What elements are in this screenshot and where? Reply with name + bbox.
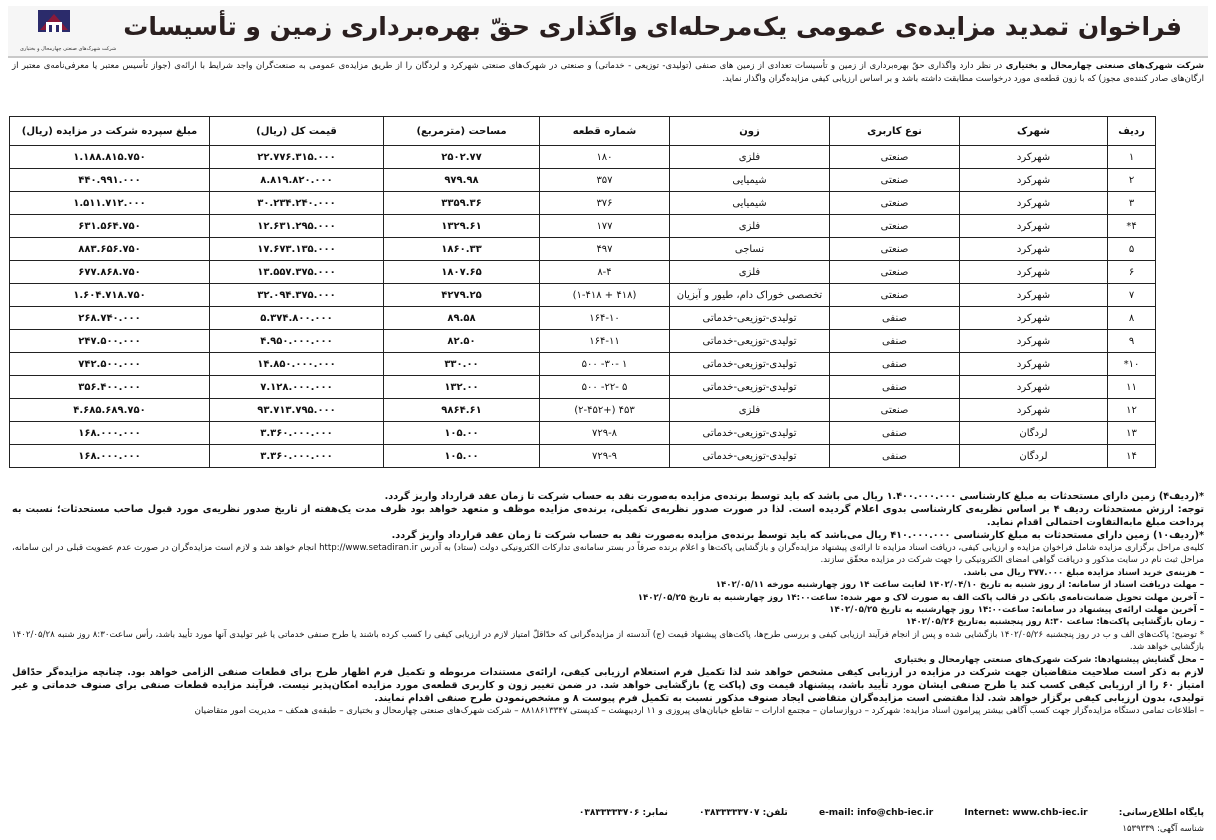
cell-parcel-number: ۷۲۹-۸ bbox=[540, 422, 670, 445]
col-header-total-price: قیمت کل (ریال) bbox=[210, 117, 384, 146]
note-attention: توجه: ارزش مستحدثات ردیف ۴ بر اساس نظریه‌ی کارشناسی بدوی اعلام گردیده است. لذا در صورت صدور نظریه‌ی تکمیلی، برنده‌ی مزایده موظف و متعهد خواهد بود ظرف مدت یک‌هفته از تاریخ صدور نظریه‌ی مورد قبول صاحب مستحدثات؛ نسبت به پرداخت مبلغ مابه‌التفاوت احتمالی اقدام نماید. bbox=[12, 504, 1204, 528]
cell-total-price: ۴.۹۵۰.۰۰۰.۰۰۰ bbox=[210, 330, 384, 353]
cell-town: شهرکرد bbox=[960, 284, 1108, 307]
cell-parcel-number: ۳۷۶ bbox=[540, 192, 670, 215]
cell-row-number: ۱ bbox=[1108, 146, 1156, 169]
cell-deposit: ۶۳۱.۵۶۴.۷۵۰ bbox=[10, 215, 210, 238]
cell-total-price: ۳.۳۶۰.۰۰۰.۰۰۰ bbox=[210, 422, 384, 445]
cell-zone: فلزی bbox=[670, 399, 830, 422]
cell-zone: شیمیایی bbox=[670, 192, 830, 215]
table-row bbox=[10, 169, 1156, 192]
cell-total-price: ۸.۸۱۹.۸۲۰.۰۰۰ bbox=[210, 169, 384, 192]
cell-zone: شیمیایی bbox=[670, 169, 830, 192]
note-document-fee: – هزینه‌ی خرید اسناد مزایده مبلغ ۳۷۷.۰۰۰ ریال می باشد. bbox=[963, 567, 1204, 578]
cell-total-price: ۳۲.۰۹۴.۳۷۵.۰۰۰ bbox=[210, 284, 384, 307]
cell-row-number: ۱۲ bbox=[1108, 399, 1156, 422]
table-row bbox=[10, 284, 1156, 307]
cell-usage: صنفی bbox=[830, 422, 960, 445]
cell-parcel-number: ۱۶۴-۱۱ bbox=[540, 330, 670, 353]
cell-deposit: ۳۵۶.۴۰۰.۰۰۰ bbox=[10, 376, 210, 399]
col-header-town: شهرک bbox=[960, 117, 1108, 146]
cell-usage: صنعتی bbox=[830, 399, 960, 422]
cell-deposit: ۱.۶۰۴.۷۱۸.۷۵۰ bbox=[10, 284, 210, 307]
cell-area: ۱۸۶۰.۳۳ bbox=[384, 238, 540, 261]
cell-usage: صنعتی bbox=[830, 169, 960, 192]
note-qualification: لازم به ذکر است صلاحیت متقاضیان جهت شرکت در مزایده در ارزیابی کیفی مشخص خواهد شد لذا تکمیل فرم استعلام ارزیابی کیفی، ارائه‌ی مستندات مربوطه و تکمیل فرم اظهار طرح برای قطعات صنفی الزامی خواهد بود. چنانچه مزایده‌گر حدّاقل امتیاز ۶۰ را از ارزیابی کیفی کسب کند یا طرح صنفی ایشان مورد تأیید باشد، پیشنهاد قیمت وی (پاکت ج) بازگشایی خواهد شد. در ضمن تغییر زون و کاربری قطعه‌ی مورد مزایده امکان‌پذیر نیست. فرآیند مزایده قطعات صنفی برای صنوف خدماتی و غیر تولیدی، بدون ارزیابی کیفی برگزار خواهد شد. لذا مقتضی است مزایده‌گران متقاضی ایجاد صنوف مذکور نسبت به تکمیل فرم پیوست ۸ و مشخص‌نمودن طرح صنفی اقدام نمایند. bbox=[12, 667, 1204, 705]
col-header-usage: نوع کاربری bbox=[830, 117, 960, 146]
cell-town: شهرکرد bbox=[960, 353, 1108, 376]
cell-parcel-number: ۱۷۷ bbox=[540, 215, 670, 238]
cell-total-price: ۳۰.۲۳۴.۲۴۰.۰۰۰ bbox=[210, 192, 384, 215]
note-row4: *(ردیف۴) زمین دارای مستحدثات به مبلغ کارشناسی ۱.۴۰۰.۰۰۰.۰۰۰ ریال می باشد که باید توسط برنده‌ی مزایده به‌صورت نقد به حساب شرکت تا زمان عقد قرارداد واریز گردد. bbox=[384, 491, 1204, 502]
cell-row-number: ۹ bbox=[1108, 330, 1156, 353]
cell-total-price: ۱۳.۵۵۷.۳۷۵.۰۰۰ bbox=[210, 261, 384, 284]
table-row bbox=[10, 192, 1156, 215]
cell-row-number: ۱۰* bbox=[1108, 353, 1156, 376]
contact-label: پایگاه اطلاع‌رسانی: bbox=[1118, 808, 1204, 818]
cell-area: ۱۸۰۷.۶۵ bbox=[384, 261, 540, 284]
intro-paragraph bbox=[12, 60, 1204, 86]
cell-parcel-number: ۸-۴ bbox=[540, 261, 670, 284]
cell-town: لردگان bbox=[960, 422, 1108, 445]
cell-row-number: ۳ bbox=[1108, 192, 1156, 215]
cell-total-price: ۹۳.۷۱۳.۷۹۵.۰۰۰ bbox=[210, 399, 384, 422]
col-header-row-number: ردیف bbox=[1108, 117, 1156, 146]
cell-usage: صنعتی bbox=[830, 284, 960, 307]
cell-total-price: ۳.۳۶۰.۰۰۰.۰۰۰ bbox=[210, 445, 384, 468]
table-row bbox=[10, 307, 1156, 330]
table-row bbox=[10, 261, 1156, 284]
cell-total-price: ۵.۳۷۴.۸۰۰.۰۰۰ bbox=[210, 307, 384, 330]
cell-usage: صنعتی bbox=[830, 192, 960, 215]
note-explanation: * توضیح: پاکت‌های الف و ب در روز پنجشنبه ۱۴۰۲/۰۵/۲۶ بازگشایی شده و پس از انجام فرآیند ارزیابی کیفی و بررسی طرح‌ها، پاکت‌های پیشنهاد قیمت (ج) آندسته از مزایده‌گرانی که حدّاقلّ امتیاز لازم در ارزیابی کیفی را کسب کرده باشند یا طرح صنفی خدماتی یا غیر تولیدی آنها مورد تأیید باشد، رأس ساعت۸:۳۰ روز شنبه ۱۴۰۲/۰۵/۲۸ بازگشایی خواهد شد. bbox=[12, 629, 1204, 653]
cell-deposit: ۴.۶۸۵.۶۸۹.۷۵۰ bbox=[10, 399, 210, 422]
contact-bar bbox=[12, 808, 1204, 818]
cell-deposit: ۷۴۲.۵۰۰.۰۰۰ bbox=[10, 353, 210, 376]
contact-email[interactable]: e-mail: info@chb-iec.ir bbox=[818, 808, 934, 818]
note-opening-place: – محل گشایش پیشنهادها: شرکت شهرک‌های صنعتی چهارمحال و بختیاری bbox=[894, 654, 1204, 665]
cell-parcel-number: ۵ -۲۲- ۵۰۰ bbox=[540, 376, 670, 399]
cell-town: شهرکرد bbox=[960, 330, 1108, 353]
logo-caption: شرکت شهرک‌های صنعتی چهارمحال و بختیاری bbox=[20, 46, 117, 52]
cell-usage: صنعتی bbox=[830, 215, 960, 238]
cell-deposit: ۱.۵۱۱.۷۱۲.۰۰۰ bbox=[10, 192, 210, 215]
cell-area: ۲۵۰۲.۷۷ bbox=[384, 146, 540, 169]
col-header-zone: زون bbox=[670, 117, 830, 146]
table-header-row bbox=[10, 117, 1156, 146]
cell-parcel-number: ۱ -۳۰- ۵۰۰ bbox=[540, 353, 670, 376]
cell-usage: صنفی bbox=[830, 353, 960, 376]
contact-fax: نمابر: ۰۳۸۳۳۳۳۳۷۰۶ bbox=[578, 808, 668, 818]
cell-row-number: ۱۳ bbox=[1108, 422, 1156, 445]
cell-usage: صنفی bbox=[830, 445, 960, 468]
table-body bbox=[10, 146, 1156, 468]
cell-area: ۱۰۵.۰۰ bbox=[384, 445, 540, 468]
contact-website[interactable]: Internet: www.chb-iec.ir bbox=[964, 808, 1088, 818]
cell-town: شهرکرد bbox=[960, 238, 1108, 261]
cell-deposit: ۲۶۸.۷۴۰.۰۰۰ bbox=[10, 307, 210, 330]
cell-area: ۹۸۶۴.۶۱ bbox=[384, 399, 540, 422]
cell-zone: تولیدی-توزیعی-خدماتی bbox=[670, 307, 830, 330]
cell-usage: صنعتی bbox=[830, 146, 960, 169]
note-address: – اطلاعات تمامی دستگاه مزایده‌گزار جهت کسب آگاهی بیشتر پیرامون اسناد مزایده: شهرکرد – دروازسامان – مجتمع ادارات – تقاطع خیابان‌های پیروزی و ۱۱ اردیبهشت – کدپستی ۸۸۱۸۶۱۳۳۴۷ – شرکت شهرک‌های صنعتی چهارمحال و بختیاری – طبقه‌ی همکف – مدیریت امور متقاضیان bbox=[194, 706, 1204, 717]
cell-parcel-number: ۱۸۰ bbox=[540, 146, 670, 169]
cell-row-number: ۷ bbox=[1108, 284, 1156, 307]
cell-deposit: ۶۷۷.۸۶۸.۷۵۰ bbox=[10, 261, 210, 284]
notice-title: فراخوان تمدید مزایده‌ی عمومی یک‌مرحله‌ای واگذاری حقّ بهره‌برداری زمین و تأسیسات bbox=[123, 12, 1182, 41]
cell-deposit: ۱۶۸.۰۰۰.۰۰۰ bbox=[10, 422, 210, 445]
cell-total-price: ۱۷.۶۷۳.۱۳۵.۰۰۰ bbox=[210, 238, 384, 261]
cell-area: ۱۳۲.۰۰ bbox=[384, 376, 540, 399]
cell-zone: تولیدی-توزیعی-خدماتی bbox=[670, 353, 830, 376]
contact-phone: تلفن: ۰۳۸۳۳۳۳۳۷۰۷ bbox=[699, 808, 788, 818]
cell-zone: نساجی bbox=[670, 238, 830, 261]
table-row bbox=[10, 353, 1156, 376]
organization-name: شرکت شهرک‌های صنعتی چهارمحال و بختیاری bbox=[1005, 61, 1205, 71]
cell-total-price: ۱۲.۶۳۱.۲۹۵.۰۰۰ bbox=[210, 215, 384, 238]
cell-row-number: ۸ bbox=[1108, 307, 1156, 330]
cell-town: شهرکرد bbox=[960, 192, 1108, 215]
cell-town: شهرکرد bbox=[960, 399, 1108, 422]
cell-total-price: ۷.۱۲۸.۰۰۰.۰۰۰ bbox=[210, 376, 384, 399]
cell-area: ۱۳۲۹.۶۱ bbox=[384, 215, 540, 238]
logo-emblem-icon bbox=[20, 8, 88, 46]
note-offer-deadline: – آخرین مهلت ارائه‌ی پیشنهاد در سامانه: ساعت۱۴:۰۰ روز چهارشنبه به تاریخ ۱۴۰۲/۰۵/۲۵ bbox=[829, 605, 1204, 616]
col-header-area: مساحت (مترمربع) bbox=[384, 117, 540, 146]
cell-usage: صنفی bbox=[830, 307, 960, 330]
cell-zone: تولیدی-توزیعی-خدماتی bbox=[670, 376, 830, 399]
cell-row-number: ۶ bbox=[1108, 261, 1156, 284]
table-row bbox=[10, 146, 1156, 169]
parcels-table bbox=[9, 116, 1156, 468]
cell-usage: صنعتی bbox=[830, 238, 960, 261]
cell-town: لردگان bbox=[960, 445, 1108, 468]
organization-logo bbox=[20, 8, 117, 54]
note-document-deadline: – مهلت دریافت اسناد از سامانه: از روز شنبه به تاریخ ۱۴۰۲/۰۴/۱۰ لغایت ساعت ۱۴ روز چهارشنبه مورخه ۱۴۰۲/۰۵/۱۱ bbox=[715, 580, 1204, 591]
notes-section bbox=[12, 490, 1204, 717]
cell-zone: فلزی bbox=[670, 146, 830, 169]
cell-town: شهرکرد bbox=[960, 169, 1108, 192]
col-header-deposit: مبلغ سپرده شرکت در مزایده (ریال) bbox=[10, 117, 210, 146]
cell-deposit: ۲۴۷.۵۰۰.۰۰۰ bbox=[10, 330, 210, 353]
cell-row-number: ۱۱ bbox=[1108, 376, 1156, 399]
cell-town: شهرکرد bbox=[960, 307, 1108, 330]
cell-usage: صنفی bbox=[830, 330, 960, 353]
table-row bbox=[10, 445, 1156, 468]
header-banner bbox=[8, 6, 1208, 58]
table-row bbox=[10, 238, 1156, 261]
note-opening-time: – زمان بازگشایی پاکت‌ها: ساعت ۸:۳۰ روز پنجشنبه به‌تاریخ ۱۴۰۲/۰۵/۲۶ bbox=[905, 617, 1204, 628]
table-row bbox=[10, 399, 1156, 422]
cell-area: ۸۲.۵۰ bbox=[384, 330, 540, 353]
cell-town: شهرکرد bbox=[960, 261, 1108, 284]
note-procedure: کلیه‌ی مراحل برگزاری مزایده شامل فراخوان مزایده و ارزیابی کیفی، دریافت اسناد مزایده تا ارائه‌ی پیشنهاد مزایده‌گران و بازگشایی پاکت‌ها و اعلام برنده صرفاً در بستر سامانه‌ی تدارکات الکترونیکی دولت (ستاد) به آدرس http://www.setadiran.ir انجام خواهد شد و لازم است مزایده‌گران در صورت عدم عضویت قبلی در این سامانه، مراحل ثبت نام در سایت مذکور و دریافت گواهی امضای الکترونیکی را جهت شرکت در مزایده محقّق سازند. bbox=[12, 543, 1205, 566]
cell-area: ۳۳۰.۰۰ bbox=[384, 353, 540, 376]
cell-town: شهرکرد bbox=[960, 215, 1108, 238]
table-row bbox=[10, 215, 1156, 238]
cell-zone: تولیدی-توزیعی-خدماتی bbox=[670, 445, 830, 468]
cell-parcel-number: ۴۹۷ bbox=[540, 238, 670, 261]
cell-total-price: ۲۲.۷۷۶.۳۱۵.۰۰۰ bbox=[210, 146, 384, 169]
cell-row-number: ۱۴ bbox=[1108, 445, 1156, 468]
cell-zone: تخصصی خوراک دام، طیور و آبزیان bbox=[670, 284, 830, 307]
cell-deposit: ۸۸۳.۶۵۶.۷۵۰ bbox=[10, 238, 210, 261]
cell-zone: فلزی bbox=[670, 261, 830, 284]
cell-parcel-number: ۷۲۹-۹ bbox=[540, 445, 670, 468]
cell-parcel-number: (۴۱۸ + ۱-۴۱۸) bbox=[540, 284, 670, 307]
note-row10: *(ردیف۱۰) زمین دارای مستحدثات به مبلغ کارشناسی ۴۱۰.۰۰۰.۰۰۰ ریال می‌باشد که باید توسط برنده‌ی مزایده به‌صورت نقد به حساب شرکت تا زمان عقد قرارداد واریز گردد. bbox=[391, 530, 1204, 541]
cell-usage: صنعتی bbox=[830, 261, 960, 284]
cell-area: ۱۰۵.۰۰ bbox=[384, 422, 540, 445]
cell-usage: صنفی bbox=[830, 376, 960, 399]
cell-zone: تولیدی-توزیعی-خدماتی bbox=[670, 422, 830, 445]
cell-deposit: ۱.۱۸۸.۸۱۵.۷۵۰ bbox=[10, 146, 210, 169]
table-row bbox=[10, 422, 1156, 445]
cell-area: ۳۳۵۹.۳۶ bbox=[384, 192, 540, 215]
table-row bbox=[10, 330, 1156, 353]
cell-zone: تولیدی-توزیعی-خدماتی bbox=[670, 330, 830, 353]
cell-area: ۹۷۹.۹۸ bbox=[384, 169, 540, 192]
cell-total-price: ۱۴.۸۵۰.۰۰۰.۰۰۰ bbox=[210, 353, 384, 376]
cell-row-number: ۲ bbox=[1108, 169, 1156, 192]
cell-town: شهرکرد bbox=[960, 376, 1108, 399]
cell-zone: فلزی bbox=[670, 215, 830, 238]
ad-id: شناسه آگهی: ۱۵۳۹۳۳۹ bbox=[1122, 824, 1204, 834]
cell-area: ۴۲۷۹.۲۵ bbox=[384, 284, 540, 307]
cell-parcel-number: ۴۵۳ (+۲-۴۵۲) bbox=[540, 399, 670, 422]
cell-deposit: ۱۶۸.۰۰۰.۰۰۰ bbox=[10, 445, 210, 468]
cell-town: شهرکرد bbox=[960, 146, 1108, 169]
cell-row-number: ۴* bbox=[1108, 215, 1156, 238]
cell-area: ۸۹.۵۸ bbox=[384, 307, 540, 330]
col-header-parcel-number: شماره قطعه bbox=[540, 117, 670, 146]
table-row bbox=[10, 376, 1156, 399]
cell-parcel-number: ۱۶۴-۱۰ bbox=[540, 307, 670, 330]
note-guarantee-deadline: – آخرین مهلت تحویل ضمانت‌نامه‌ی بانکی در قالب پاکت الف به صورت لاک و مهر شده: ساعت۱۴:۰۰ روز چهارشنبه به تاریخ ۱۴۰۲/۰۵/۲۵ bbox=[637, 592, 1204, 603]
intro-text: در نظر دارد واگذاری حقّ بهره‌برداری از زمین و تأسیسات تعدادی از زمین های صنفی (تولیدی- توزیعی - خدماتی) و صنعتی در شهرک‌های صنعتی شهرکرد و لردگان را از طریق مزایده‌ی عمومی به صنعت‌گران واجد شرایط با ارائه‌ی (جواز تأسیس معتبر یا معرفی‌نامه‌ی معتبر از ارگان‌های صادر کننده‌ی مجوز) که با زون قطعه‌ی مورد درخواست مطابقت داشته باشد و بر اساس ارزیابی کیفی مزایده‌گران واگذار نماید. bbox=[12, 61, 1204, 84]
cell-parcel-number: ۳۵۷ bbox=[540, 169, 670, 192]
cell-row-number: ۵ bbox=[1108, 238, 1156, 261]
cell-deposit: ۴۴۰.۹۹۱.۰۰۰ bbox=[10, 169, 210, 192]
